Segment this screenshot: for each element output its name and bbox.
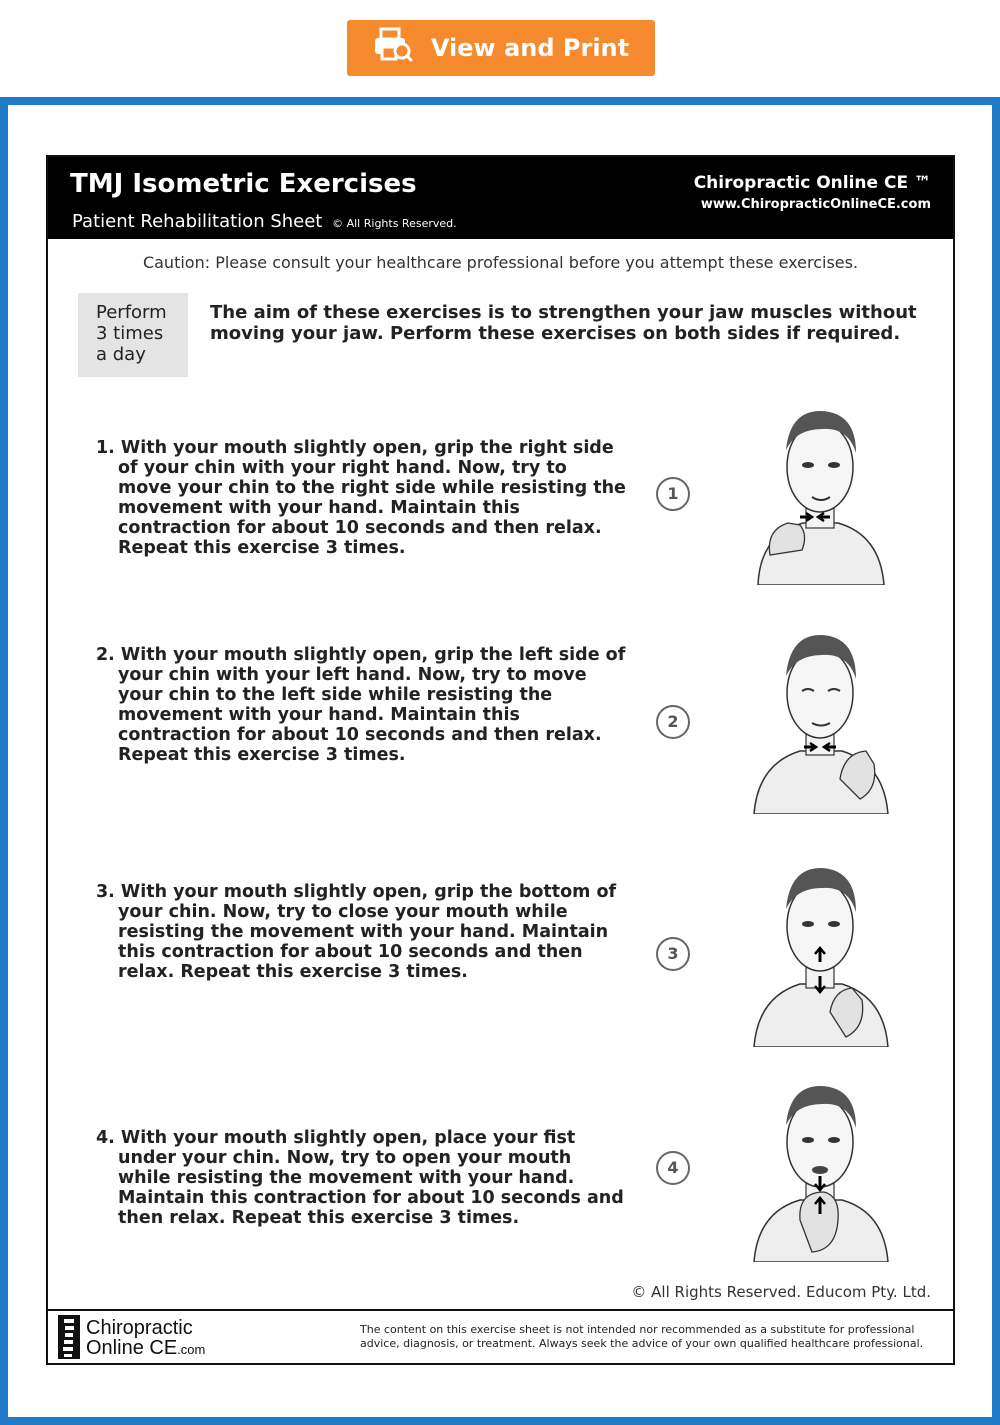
printer-search-icon: [373, 27, 431, 69]
footer-brand-suffix: .com: [177, 1342, 206, 1357]
header-url[interactable]: www.ChiropracticOnlineCE.com: [700, 197, 931, 212]
exercise-number: 1.: [96, 438, 115, 458]
footer-brand-line-1: Chiropractic: [86, 1317, 193, 1339]
intro-text: The aim of these exercises is to strengthen your jaw muscles without moving your jaw. Perform these exercises on both sides if required.: [210, 302, 917, 344]
rights-note: © All Rights Reserved.: [332, 217, 457, 230]
exercise-number: 4.: [96, 1128, 115, 1148]
exercise-text: With your mouth slightly open, grip the right side of your chin with your right hand. Now, try to move your chin to the right side while resisting the movement with your hand. Maintain this contraction for about 10 seconds and then relax. Repeat this exercise 3 times.: [118, 438, 626, 558]
exercise-4-illustration: [748, 1080, 894, 1260]
exercise-text: With your mouth slightly open, grip the left side of your chin with your left hand. Now, try to move your chin to the left side while resisting the movement with your hand. Maintain this contraction for about 10 seconds and then relax. Repeat this exercise 3 times.: [118, 645, 626, 765]
subtitle-text: Patient Rehabilitation Sheet: [72, 211, 323, 232]
caution-note: Caution: Please consult your healthcare professional before you attempt these exercises.: [142, 253, 859, 272]
exercise-3: [96, 882, 626, 982]
sheet-subtitle: [72, 211, 457, 232]
exercise-4: [96, 1128, 626, 1228]
exercise-3-illustration: [748, 862, 894, 1042]
view-and-print-button[interactable]: [347, 20, 655, 76]
view-and-print-label: View and Print: [430, 34, 630, 62]
spine-logo-icon: [58, 1315, 80, 1363]
exercise-sheet: [46, 155, 955, 1365]
exercise-number: 2.: [96, 645, 115, 665]
step-badge-2: 2: [656, 705, 690, 739]
footer-brand-line-2: [86, 1338, 205, 1360]
exercise-1-illustration: [748, 405, 894, 585]
frequency-box: [78, 293, 188, 377]
disclaimer-text: The content on this exercise sheet is not intended nor recommended as a substitute for professional advice, diagnosis, or treatment. Always seek the advice of your own qualified healthcare professional.: [360, 1323, 924, 1350]
frequency-line-2: 3 times: [96, 323, 164, 344]
exercise-2: [96, 645, 626, 765]
exercise-text: With your mouth slightly open, place your fist under your chin. Now, try to open your mouth while resisting the movement with your hand. Maintain this contraction for about 10 seconds and then relax. Repeat this exercise 3 times.: [118, 1128, 624, 1228]
exercise-text: With your mouth slightly open, grip the bottom of your chin. Now, try to close your mouth while resisting the movement with your hand. Maintain this contraction for about 10 seconds and then relax. Repeat this exercise 3 times.: [118, 882, 617, 982]
footer-brand: [86, 1318, 205, 1360]
footer-logo: [58, 1317, 205, 1361]
sheet-header: [48, 157, 953, 239]
face-illustration-icon: [748, 629, 894, 814]
face-illustration-icon: [748, 862, 894, 1047]
face-illustration-icon: [748, 405, 894, 585]
step-badge-4: 4: [656, 1151, 690, 1185]
exercise-number: 3.: [96, 882, 115, 902]
frequency-line-3: a day: [96, 344, 146, 365]
exercise-1: [96, 438, 626, 558]
footer-divider: [48, 1309, 953, 1311]
step-badge-1: 1: [656, 477, 690, 511]
frequency-line-1: Perform: [96, 302, 167, 323]
exercise-2-illustration: [748, 629, 894, 809]
face-illustration-icon: [748, 1080, 894, 1262]
header-brand: Chiropractic Online CE ™: [693, 173, 931, 193]
copyright-note: © All Rights Reserved. Educom Pty. Ltd.: [631, 1283, 931, 1301]
page-title: TMJ Isometric Exercises: [70, 169, 417, 199]
footer-brand-name: Online CE: [86, 1337, 178, 1359]
step-badge-3: 3: [656, 937, 690, 971]
